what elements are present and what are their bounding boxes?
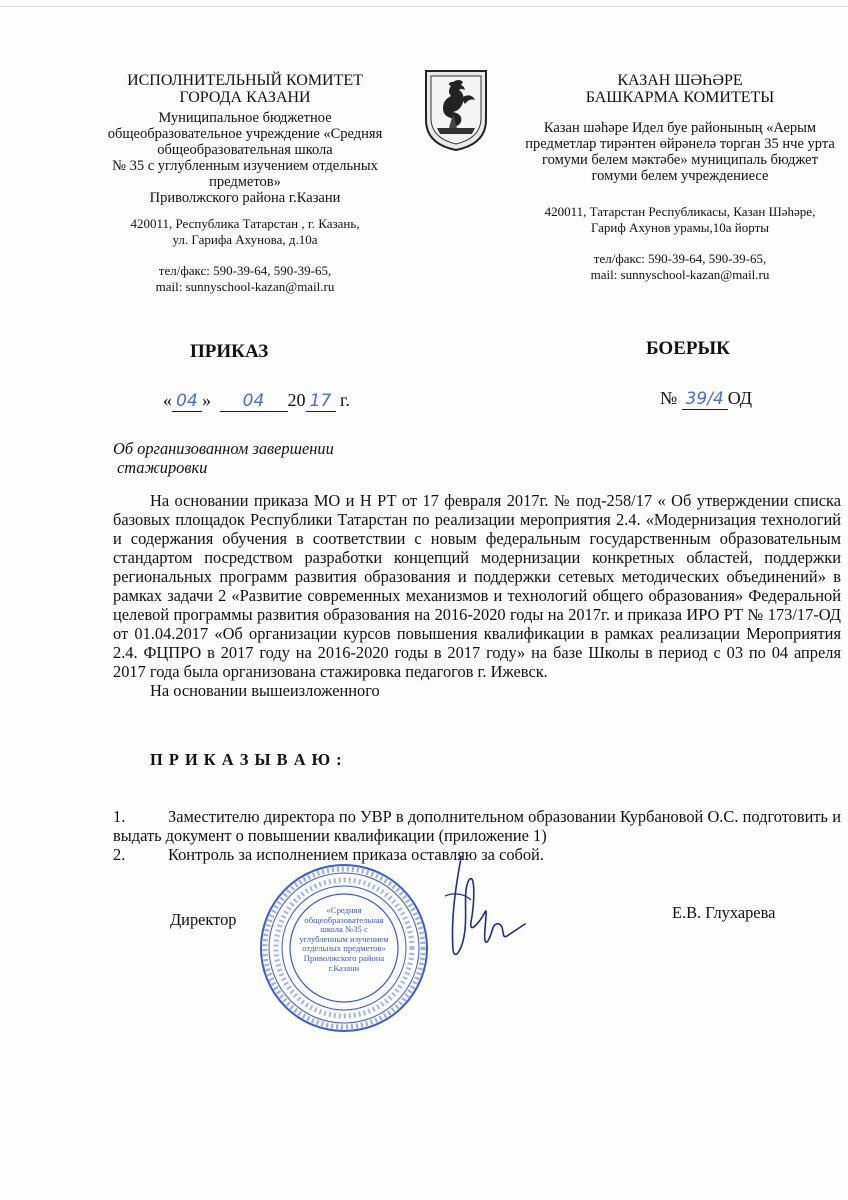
email-line: mail: sunnyschool-kazan@mail.ru	[590, 266, 770, 282]
email-line: mail: sunnyschool-kazan@mail.ru	[155, 278, 335, 294]
stamp-inner-text: «Средняя общеобразовательная школа №35 с углубленным изучением отдельных предметов» Приволжского района г.Казани	[299, 906, 389, 973]
header-left-org	[95, 110, 395, 206]
number-suffix: ОД	[727, 388, 753, 408]
header-right-org	[520, 120, 840, 184]
address-line: 420011, Республика Татарстан , г. Казань,	[130, 216, 360, 231]
number-label: №	[660, 388, 678, 408]
director-signature	[425, 850, 535, 970]
order-title-tt: БОЕРЫК	[646, 338, 730, 359]
header-left	[95, 72, 395, 294]
order-title-ru: ПРИКАЗ	[190, 341, 269, 362]
number-value: 39/4	[685, 389, 724, 409]
date-suffix: г.	[340, 390, 350, 410]
decree-heading: П Р И К А З Ы В А Ю :	[150, 750, 343, 769]
address-line: 420011, Татарстан Республикасы, Казан Шәһәре,	[544, 204, 816, 219]
kazan-coat-of-arms-emblem	[423, 68, 489, 152]
order-item-text: Заместителю директора по УВР в дополнительном образовании Курбановой О.С. подготовить и выдать документ о повышении квалификации (приложение 1)	[113, 807, 841, 845]
org-line: гомуми белем учреждениесе	[591, 168, 769, 184]
order-item-number: 2.	[113, 845, 126, 864]
date-open-quote: «	[163, 390, 172, 410]
body-paragraph-2: На основании вышеизложенного	[150, 681, 380, 700]
header-right-address	[520, 204, 840, 235]
order-number	[660, 388, 752, 410]
header-right-title-2: БАШКАРМА КОМИТЕТЫ	[585, 89, 775, 106]
header-left-address	[95, 216, 395, 247]
phone-line: тел/факс: 590-39-64, 590-39-65,	[593, 251, 767, 266]
official-round-stamp	[258, 862, 430, 1034]
order-body	[113, 491, 841, 700]
header-left-contacts	[95, 263, 395, 294]
header-right	[520, 72, 840, 282]
org-line: предметлар тирәнтен өйрәнелә торган 35 нче урта	[525, 136, 835, 152]
date-day: 04	[176, 391, 198, 411]
org-line: Казан шәһәре Идел буе районының «Аерым	[543, 120, 817, 136]
signature-position: Директор	[170, 910, 237, 929]
order-subject	[113, 439, 334, 477]
signature-name: Е.В. Глухарева	[672, 903, 776, 922]
org-line: гомуми белем мәктәбе» муниципаль бюджет	[542, 152, 818, 168]
order-item	[113, 807, 841, 845]
subject-line-1: Об организованном завершении	[113, 439, 334, 458]
subject-line-2: стажировки	[117, 458, 208, 477]
phone-line: тел/факс: 590-39-64, 590-39-65,	[158, 263, 332, 278]
date-close-quote: »	[202, 390, 211, 410]
header-left-title-2: ГОРОДА КАЗАНИ	[179, 89, 311, 106]
address-line: Гариф Ахунов урамы,10а йорты	[590, 219, 770, 235]
org-line: общеобразовательная школа	[157, 142, 333, 158]
order-item-number: 1.	[113, 807, 126, 826]
org-line: Муниципальное бюджетное	[158, 110, 332, 126]
order-item-text: Контроль за исполнением приказа оставляю за собой.	[168, 845, 544, 864]
date-year-prefix: 20	[287, 390, 306, 410]
top-edge-line	[0, 6, 848, 7]
header-left-title-1: ИСПОЛНИТЕЛЬНЫЙ КОМИТЕТ	[127, 72, 363, 89]
header-right-contacts	[520, 251, 840, 282]
org-line: общеобразовательное учреждение «Средняя	[107, 126, 383, 142]
org-line: Приволжского района г.Казани	[149, 190, 341, 206]
order-date	[163, 390, 350, 412]
org-line: предметов»	[209, 174, 281, 190]
address-line: ул. Гарифа Ахунова, д.10а	[172, 231, 318, 247]
date-month: 04	[242, 391, 265, 411]
org-line: № 35 с углубленным изучением отдельных	[112, 158, 378, 174]
header-right-title-1: КАЗАН ШӘҺӘРЕ	[617, 72, 743, 89]
body-paragraph-1: На основании приказа МО и Н РТ от 17 февраля 2017г. № под-258/17 « Об утверждении списка базовых площадок Республики Татарстан по реализации мероприятия 2.4. «Модернизация технологий и содержания обучения в соответствии с новым федеральным государственным образовательным стандартом посредством разработки концепций модернизации конкретных областей, поддержки региональных программ развития образования и поддержки сетевых методических объединений» в рамках задачи 2 «Развитие современных механизмов и технологий общего образования» Федеральной целевой программы развития образования на 2016-2020 годы на 2017г. и приказа ИРО РТ № 173/17-ОД от 01.04.2017 «Об организации курсов повышения квалификации в рамках реализации Мероприятия 2.4. ФЦПРО в 2017 году на 2016-2020 годы в 2017 году» на базе Школы в период с 03 по 04 апреля 2017 года была организована стажировка педагогов г. Ижевск.	[113, 491, 841, 681]
date-year-suffix: 17	[309, 391, 332, 411]
